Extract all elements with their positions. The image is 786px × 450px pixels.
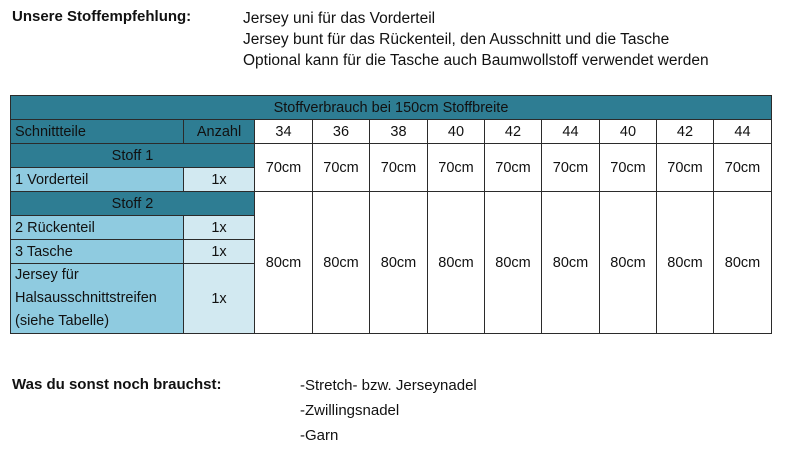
size-header: 40 [428,120,485,144]
part-count: 1x [184,168,255,192]
value-cell: 80cm [370,192,428,334]
value-cell: 80cm [657,192,714,334]
value-cell: 70cm [428,144,485,192]
part-count: 1x [184,216,255,240]
fabric-recommendation-label: Unsere Stoffempfehlung: [12,8,192,25]
fabric-recommendation-lines [243,8,709,71]
size-header: 34 [255,120,313,144]
list-item: -Stretch- bzw. Jerseynadel [300,377,477,394]
part-name: 2 Rückenteil [11,216,184,240]
value-cell: 70cm [370,144,428,192]
part-name: 1 Vorderteil [11,168,184,192]
value-cell: 80cm [714,192,772,334]
value-cell: 70cm [542,144,600,192]
part-name: 3 Tasche [11,240,184,264]
value-cell: 70cm [600,144,657,192]
group-header-stoff-2: Stoff 2 [11,192,255,216]
value-cell: 80cm [600,192,657,334]
size-header: 40 [600,120,657,144]
size-header: 42 [657,120,714,144]
part-name-line: Jersey für [15,267,79,283]
other-needs-list [300,373,477,448]
part-name-line: (siehe Tabelle) [15,313,110,329]
size-header: 44 [542,120,600,144]
value-cell: 70cm [714,144,772,192]
value-cell: 80cm [542,192,600,334]
other-needs-label: Was du sonst noch brauchst: [12,376,222,393]
fabric-usage-table [10,95,772,334]
value-cell: 80cm [428,192,485,334]
col-header-count: Anzahl [184,120,255,144]
recommendation-line: Jersey bunt für das Rückenteil, den Ausschnitt und die Tasche [243,31,670,48]
value-cell: 70cm [485,144,542,192]
value-cell: 70cm [657,144,714,192]
size-header: 44 [714,120,772,144]
recommendation-line: Jersey uni für das Vorderteil [243,10,436,27]
part-name-line: Halsausschnittstreifen [15,290,157,306]
group-header-stoff-1: Stoff 1 [11,144,255,168]
list-item: -Zwillingsnadel [300,402,400,419]
value-cell: 80cm [313,192,370,334]
table-title: Stoffverbrauch bei 150cm Stoffbreite [11,96,772,120]
col-header-parts: Schnittteile [11,120,184,144]
value-cell: 70cm [255,144,313,192]
part-count: 1x [184,240,255,264]
part-name-multiline [11,264,184,334]
part-count: 1x [184,264,255,334]
value-cell: 70cm [313,144,370,192]
size-header: 42 [485,120,542,144]
list-item: -Garn [300,427,339,444]
recommendation-line: Optional kann für die Tasche auch Baumwollstoff verwendet werden [243,52,709,69]
value-cell: 80cm [485,192,542,334]
value-cell: 80cm [255,192,313,334]
size-header: 38 [370,120,428,144]
size-header: 36 [313,120,370,144]
